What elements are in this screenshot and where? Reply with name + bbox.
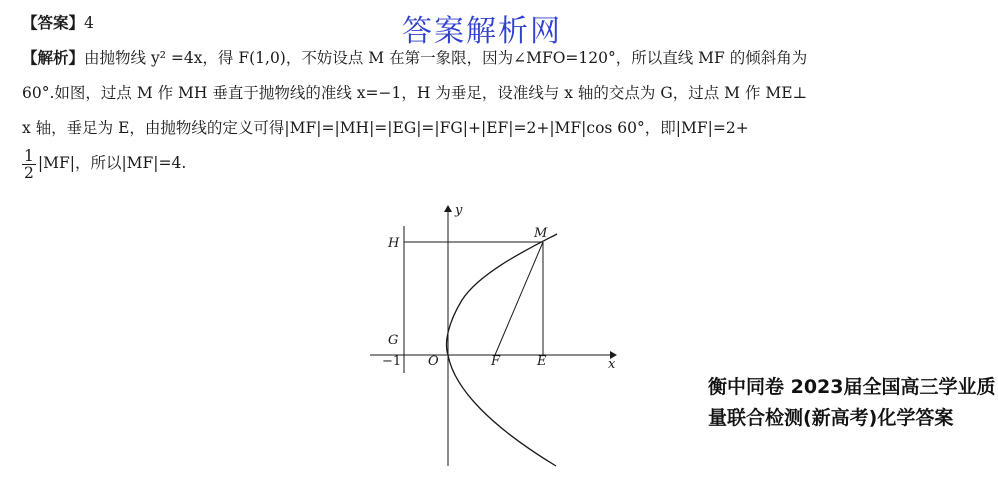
- analysis-line-4: [22, 146, 972, 181]
- label-minus-one: −1: [382, 354, 402, 369]
- fraction-denominator: 2: [24, 163, 34, 182]
- label-y: y: [455, 203, 463, 218]
- parabola-diagram: [360, 198, 620, 470]
- fraction-numerator: 1: [24, 146, 34, 165]
- fraction-one-half: [22, 148, 36, 181]
- answer-label: 【答案】: [22, 14, 85, 32]
- solution-text: [22, 6, 972, 181]
- watermark-text: 答案解析网: [402, 14, 562, 49]
- caption-text: 衡中同卷 2023届全国高三学业质量联合检测(新高考)化学答案: [708, 376, 996, 429]
- analysis-text-4: |MF|，所以|MF|=4.: [37, 154, 187, 172]
- analysis-label: 【解析】: [22, 49, 85, 67]
- analysis-line-3: x 轴，垂足为 E，由抛物线的定义可得|MF|=|MH|=|EG|=|FG|+|EF|=2+|MF|cos 60°，即|MF|=2+: [22, 119, 749, 137]
- answer-value: 4: [84, 14, 94, 32]
- label-x: x: [608, 357, 616, 372]
- answer-line: [22, 6, 972, 41]
- label-M: M: [534, 226, 548, 241]
- parabola-curve: [447, 234, 557, 466]
- segment-MF: [495, 242, 543, 355]
- analysis-line-2: 60°.如图，过点 M 作 MH 垂直于抛物线的准线 x=−1，H 为垂足，设准线与 x 轴的交点为 G，过点 M 作 ME⊥: [22, 84, 808, 102]
- label-F: F: [491, 354, 501, 369]
- parabola-figure: [360, 198, 620, 474]
- label-E: E: [537, 354, 547, 369]
- label-H: H: [388, 236, 400, 251]
- analysis-text-1: 由抛物线 y² =4x，得 F(1,0)，不妨设点 M 在第一象限，因为∠MFO=120°，所以直线 MF 的倾斜角为: [84, 49, 808, 67]
- analysis-line-1: [22, 41, 972, 76]
- label-O: O: [428, 354, 439, 369]
- label-G: G: [388, 333, 399, 348]
